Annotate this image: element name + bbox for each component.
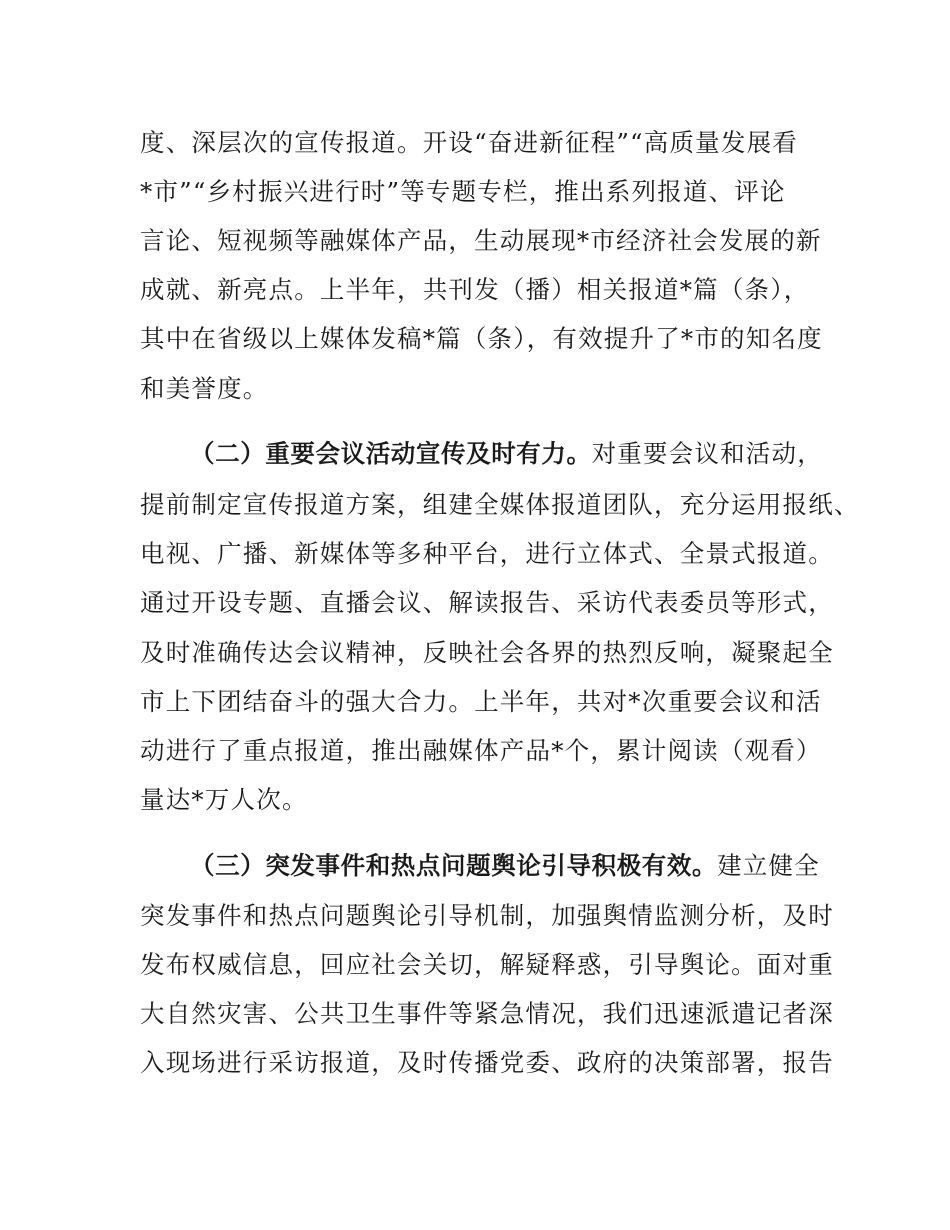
paragraph-2-line-3: 电视、广播、新媒体等多种平台，进行立体式、全景式报道。: [140, 539, 834, 568]
paragraph-2-line-2: 提前制定宣传报道方案，组建全媒体报道团队，充分运用报纸、: [140, 490, 860, 519]
paragraph-3-first-line: [190, 850, 820, 882]
paragraph-3-line-5: 入现场进行采访报道，及时传播党委、政府的决策部署，报告: [140, 1048, 834, 1077]
paragraph-3-line-4: 大自然灾害、公共卫生事件等紧急情况，我们迅速派遣记者深: [140, 999, 834, 1028]
paragraph-2-line-6: 市上下团结奋斗的强大合力。上半年，共对*次重要会议和活: [140, 687, 822, 716]
paragraph-1-line-6: 和美誉度。: [140, 374, 269, 403]
section-heading-2: （二）重要会议活动宣传及时有力。: [190, 439, 592, 468]
paragraph-3-line-3: 发布权威信息，回应社会关切，解疑释惑，引导舆论。面对重: [140, 950, 834, 979]
paragraph-1-line-4: 成就、新亮点。上半年，共刊发（播）相关报道*篇（条），: [140, 275, 810, 304]
paragraph-1-line-1: 度、深层次的宣传报道。开设“奋进新征程”“高质量发展看: [140, 128, 798, 157]
paragraph-2-line-5: 及时准确传达会议精神，反映社会各界的热烈反响，凝聚起全: [140, 638, 834, 667]
paragraph-3-line-2: 突发事件和热点问题舆论引导机制，加强舆情监测分析，及时: [140, 901, 834, 930]
paragraph-1-line-5: 其中在省级以上媒体发稿*篇（条），有效提升了*市的知名度: [140, 324, 823, 353]
paragraph-1-line-2: *市”“乡村振兴进行时”等专题专栏，推出系列报道、评论: [140, 177, 786, 206]
paragraph-2-first-line-text: 对重要会议和活动，: [591, 439, 823, 468]
paragraph-1-line-3: 言论、短视频等融媒体产品，生动展现*市经济社会发展的新: [140, 226, 822, 255]
paragraph-2-first-line: [190, 438, 823, 470]
section-heading-3: （三）突发事件和热点问题舆论引导积极有效。: [190, 851, 718, 880]
paragraph-3-first-line-text: 建立健全: [717, 851, 820, 880]
paragraph-2-line-7: 动进行了重点报道，推出融媒体产品*个，累计阅读（观看）: [140, 736, 822, 765]
paragraph-2-line-8: 量达*万人次。: [140, 785, 308, 814]
paragraph-2-line-4: 通过开设专题、直播会议、解读报告、采访代表委员等形式，: [140, 588, 834, 617]
